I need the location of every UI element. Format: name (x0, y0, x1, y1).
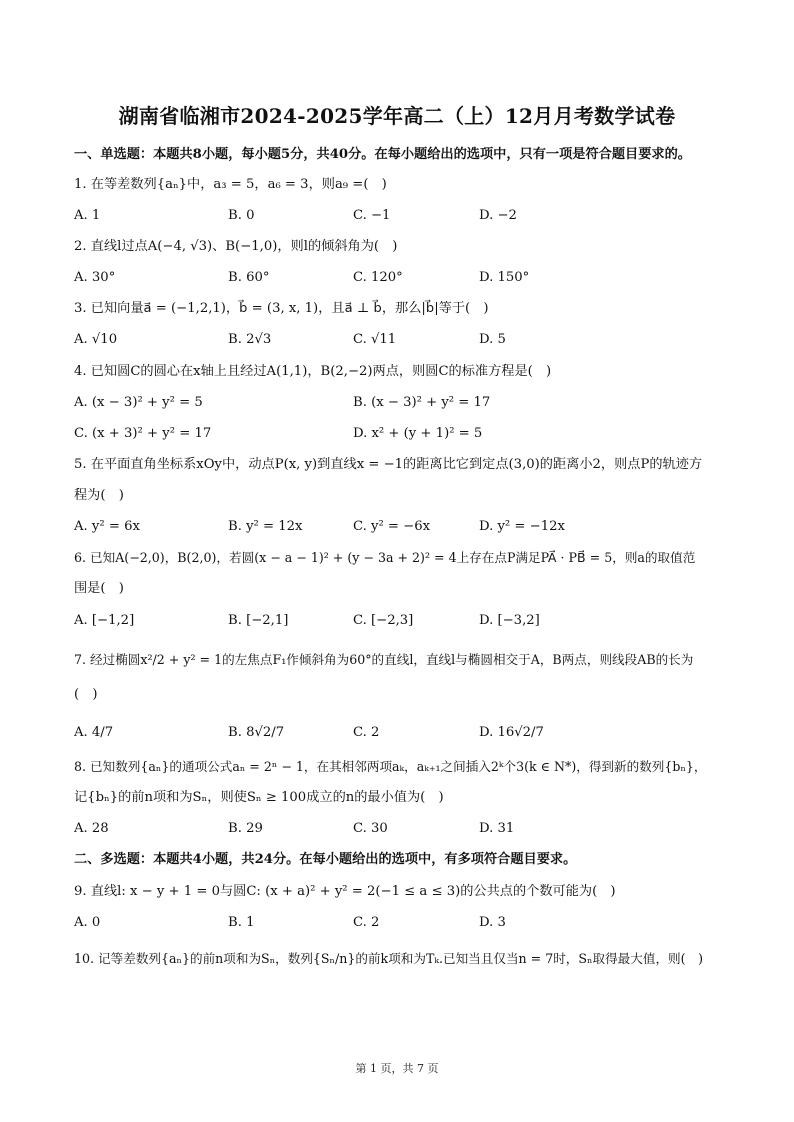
question-5-option-b[interactable]: B. y² = 12x (228, 519, 303, 534)
question-9-stem: 9. 直线l: x − y + 1 = 0与圆C: (x + a)² + y² = 2(−1 ≤ a ≤ 3)的公共点的个数可能为( ) (74, 884, 616, 899)
question-3-option-d[interactable]: D. 5 (479, 332, 506, 347)
question-4-option-d[interactable]: D. x² + (y + 1)² = 5 (353, 426, 483, 441)
question-5-option-a[interactable]: A. y² = 6x (74, 519, 140, 534)
question-7-stem-line2: ( ) (74, 687, 98, 702)
question-9-option-a[interactable]: A. 0 (74, 915, 101, 930)
question-2-option-a[interactable]: A. 30° (74, 270, 116, 285)
question-5-stem-line2: 程为( ) (74, 488, 124, 503)
question-4-option-c[interactable]: C. (x + 3)² + y² = 17 (74, 426, 212, 441)
question-4-stem: 4. 已知圆C的圆心在x轴上且经过A(1,1)，B(2,−2)两点，则圆C的标准方程是( ) (74, 364, 552, 379)
question-6-option-b[interactable]: B. [−2,1] (228, 613, 289, 628)
question-7-option-c[interactable]: C. 2 (353, 725, 380, 740)
question-1-option-c[interactable]: C. −1 (353, 208, 391, 223)
question-9-option-b[interactable]: B. 1 (228, 915, 255, 930)
section-multiple-choice-header: 二、多选题：本题共4小题，共24分。在每小题给出的选项中，有多项符合题目要求。 (74, 852, 577, 867)
question-8-stem-line2: 记{bₙ}的前n项和为Sₙ，则使Sₙ ≥ 100成立的n的最小值为( ) (74, 790, 444, 805)
question-8-option-a[interactable]: A. 28 (74, 821, 109, 836)
question-5-option-d[interactable]: D. y² = −12x (479, 519, 565, 534)
question-2-option-b[interactable]: B. 60° (228, 270, 270, 285)
question-8-option-c[interactable]: C. 30 (353, 821, 388, 836)
question-5-option-c[interactable]: C. y² = −6x (353, 519, 431, 534)
question-10-stem: 10. 记等差数列{aₙ}的前n项和为Sₙ，数列{Sₙ/n}的前k项和为Tₖ.已知当且仅当n = 7时，Sₙ取得最大值，则( ) (74, 951, 704, 966)
question-7-stem-line1: 7. 经过椭圆x²/2 + y² = 1的左焦点F₁作倾斜角为60°的直线l，直线l与椭圆相交于A，B两点，则线段AB的长为 (74, 652, 694, 667)
question-6-option-a[interactable]: A. [−1,2] (74, 613, 135, 628)
exam-title: 湖南省临湘市2024-2025学年高二（上）12月月考数学试卷 (118, 104, 676, 128)
question-8-stem-line1: 8. 已知数列{aₙ}的通项公式aₙ = 2ⁿ − 1，在其相邻两项aₖ，aₖ₊₁之间插入2ᵏ个3(k ∈ N*)，得到新的数列{bₙ}， (74, 759, 707, 774)
question-5-stem-line1: 5. 在平面直角坐标系xOy中，动点P(x, y)到直线x = −1的距离比它到定点(3,0)的距离小2，则点P的轨迹方 (74, 457, 703, 472)
question-3-option-b[interactable]: B. 2√3 (228, 332, 272, 347)
question-3-option-c[interactable]: C. √11 (353, 332, 397, 347)
question-7-option-b[interactable]: B. 8√2/7 (228, 725, 285, 740)
question-9-option-d[interactable]: D. 3 (479, 915, 506, 930)
question-1-option-d[interactable]: D. −2 (479, 208, 517, 223)
question-7-option-a[interactable]: A. 4/7 (74, 725, 114, 740)
question-1-option-a[interactable]: A. 1 (74, 208, 101, 223)
question-2-stem: 2. 直线l过点A(−4, √3)、B(−1,0)，则l的倾斜角为( ) (74, 239, 398, 254)
question-7-option-d[interactable]: D. 16√2/7 (479, 725, 544, 740)
page-footer: 第 1 页，共 7 页 (355, 1062, 439, 1075)
question-6-stem-line2: 围是( ) (74, 581, 124, 596)
question-6-option-d[interactable]: D. [−3,2] (479, 613, 540, 628)
question-8-option-d[interactable]: D. 31 (479, 821, 515, 836)
question-1-stem: 1. 在等差数列{aₙ}中，a₃ = 5，a₆ = 3，则a₉ =( ) (74, 177, 387, 192)
question-3-option-a[interactable]: A. √10 (74, 332, 118, 347)
section-single-choice-header: 一、单选题：本题共8小题，每小题5分，共40分。在每小题给出的选项中，只有一项是符合题目要求的。 (74, 147, 691, 162)
question-6-option-c[interactable]: C. [−2,3] (353, 613, 414, 628)
question-6-stem-line1: 6. 已知A(−2,0)，B(2,0)，若圆(x − a − 1)² + (y − 3a + 2)² = 4上存在点P满足PA⃗ · PB⃗ = 5，则a的取值范 (74, 550, 696, 565)
question-8-option-b[interactable]: B. 29 (228, 821, 263, 836)
question-9-option-c[interactable]: C. 2 (353, 915, 380, 930)
question-4-option-b[interactable]: B. (x − 3)² + y² = 17 (353, 395, 491, 410)
question-1-option-b[interactable]: B. 0 (228, 208, 255, 223)
question-2-option-d[interactable]: D. 150° (479, 270, 530, 285)
question-2-option-c[interactable]: C. 120° (353, 270, 403, 285)
question-4-option-a[interactable]: A. (x − 3)² + y² = 5 (74, 395, 203, 410)
question-3-stem: 3. 已知向量a⃗ = (−1,2,1)，b⃗ = (3, x, 1)，且a⃗ ⊥ b⃗，那么|b⃗|等于( ) (74, 301, 489, 316)
